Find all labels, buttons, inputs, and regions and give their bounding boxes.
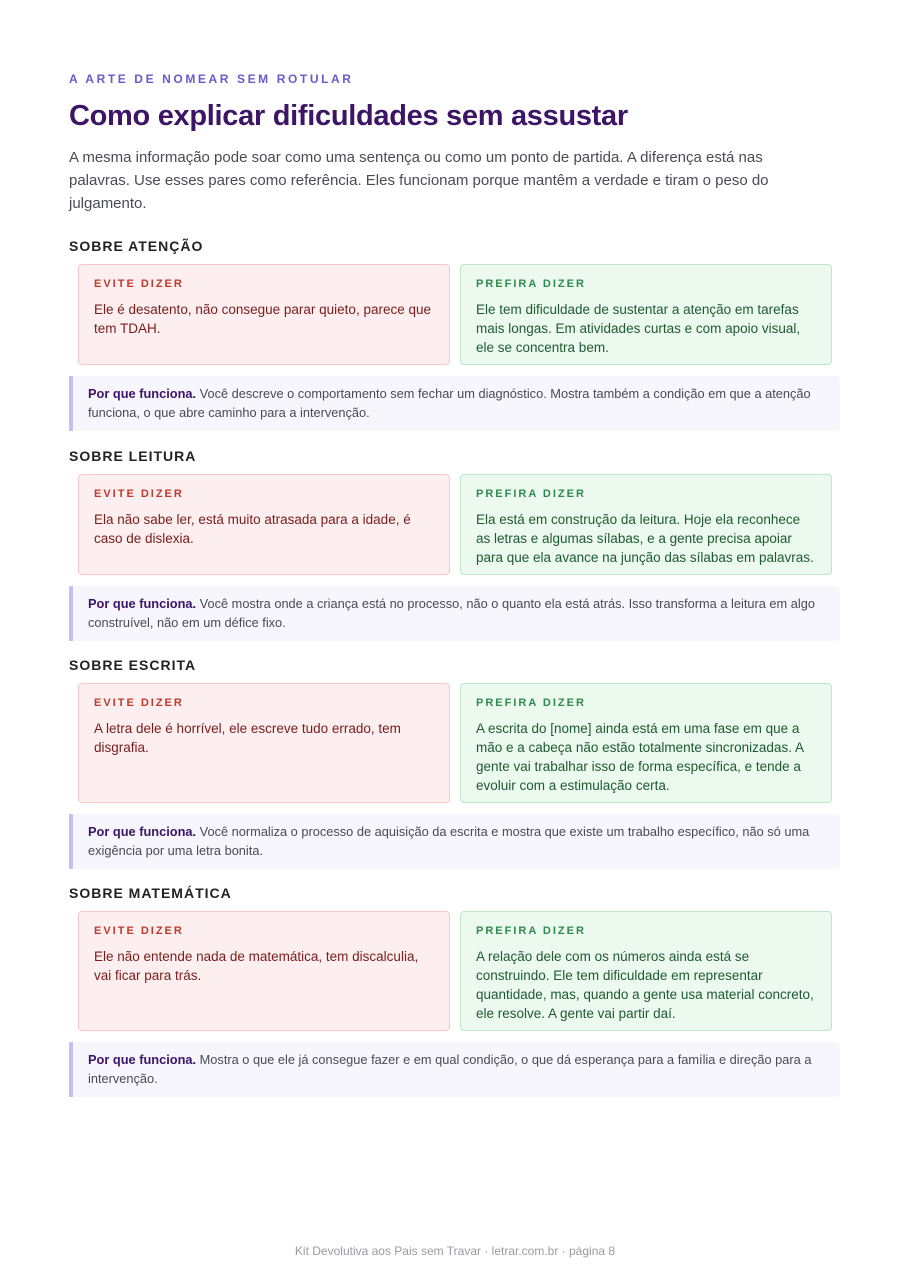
prefer-label: PREFIRA DIZER — [476, 278, 586, 290]
prefer-card — [460, 911, 832, 1031]
avoid-card — [78, 683, 450, 803]
prefer-text: Ela está em construção da leitura. Hoje ela reconhece as letras e algumas sílabas, e a gente precisa apoiar para que ela avance na junção das sílabas em palavras. — [476, 512, 814, 565]
section-title: SOBRE ESCRITA — [69, 657, 197, 673]
why-lead: Por que funciona. — [88, 1052, 197, 1067]
prefer-text: A relação dele com os números ainda está se construindo. Ele tem dificuldade em representar quantidade, mas, quando a gente usa material concreto, ele resolve. A gente vai partir daí. — [476, 949, 814, 1021]
avoid-label: EVITE DIZER — [94, 697, 184, 709]
avoid-text: A letra dele é horrível, ele escreve tudo errado, tem disgrafia. — [94, 721, 401, 755]
avoid-card — [78, 474, 450, 575]
why-callout — [69, 1042, 840, 1097]
phrase-pair — [78, 474, 832, 575]
prefer-label: PREFIRA DIZER — [476, 697, 586, 709]
eyebrow: A ARTE DE NOMEAR SEM ROTULAR — [69, 72, 354, 86]
why-callout — [69, 586, 840, 641]
prefer-card — [460, 683, 832, 803]
why-lead: Por que funciona. — [88, 596, 197, 611]
section-title: SOBRE MATEMÁTICA — [69, 885, 232, 901]
why-text: Você mostra onde a criança está no processo, não o quanto ela está atrás. Isso transforma a leitura em algo construível, não em um défice fixo. — [88, 596, 815, 630]
intro-paragraph: A mesma informação pode soar como uma sentença ou como um ponto de partida. A diferença está nas palavras. Use esses pares como referência. Eles funcionam porque mantêm a verdade e tiram o peso do julgamento. — [69, 149, 769, 212]
avoid-label: EVITE DIZER — [94, 925, 184, 937]
section-escrita — [69, 656, 841, 869]
prefer-text: A escrita do [nome] ainda está em uma fase em que a mão e a cabeça não estão totalmente sincronizadas. A gente vai trabalhar isso de forma específica, e tende a evoluir com a estimulação certa. — [476, 721, 804, 793]
why-lead: Por que funciona. — [88, 386, 197, 401]
avoid-text: Ela não sabe ler, está muito atrasada para a idade, é caso de dislexia. — [94, 512, 411, 546]
phrase-pair — [78, 683, 832, 803]
prefer-label: PREFIRA DIZER — [476, 925, 586, 937]
section-title: SOBRE ATENÇÃO — [69, 238, 204, 254]
why-lead: Por que funciona. — [88, 824, 197, 839]
page-title: Como explicar dificuldades sem assustar — [69, 100, 628, 132]
page-footer: Kit Devolutiva aos Pais sem Travar · letrar.com.br · página 8 — [294, 1244, 616, 1258]
why-callout — [69, 376, 840, 431]
phrase-pair — [78, 264, 832, 365]
avoid-card — [78, 911, 450, 1031]
avoid-label: EVITE DIZER — [94, 278, 184, 290]
prefer-label: PREFIRA DIZER — [476, 488, 586, 500]
section-matematica — [69, 884, 841, 1097]
prefer-text: Ele tem dificuldade de sustentar a atenção em tarefas mais longas. Em atividades curtas e com apoio visual, ele se concentra bem. — [476, 302, 801, 355]
avoid-text: Ele é desatento, não consegue parar quieto, parece que tem TDAH. — [94, 302, 431, 336]
prefer-card — [460, 264, 832, 365]
why-text: Mostra o que ele já consegue fazer e em qual condição, o que dá esperança para a família e direção para a intervenção. — [88, 1052, 812, 1086]
why-text: Você descreve o comportamento sem fechar um diagnóstico. Mostra também a condição em que a atenção funciona, o que abre caminho para a intervenção. — [88, 386, 811, 420]
why-callout — [69, 814, 840, 869]
phrase-pair — [78, 911, 832, 1031]
why-text: Você normaliza o processo de aquisição da escrita e mostra que existe um trabalho específico, não só uma exigência por uma letra bonita. — [88, 824, 810, 858]
section-atencao — [69, 237, 841, 431]
prefer-card — [460, 474, 832, 575]
section-title: SOBRE LEITURA — [69, 448, 197, 464]
avoid-card — [78, 264, 450, 365]
avoid-label: EVITE DIZER — [94, 488, 184, 500]
avoid-text: Ele não entende nada de matemática, tem discalculia, vai ficar para trás. — [94, 949, 419, 983]
section-leitura — [69, 447, 841, 641]
